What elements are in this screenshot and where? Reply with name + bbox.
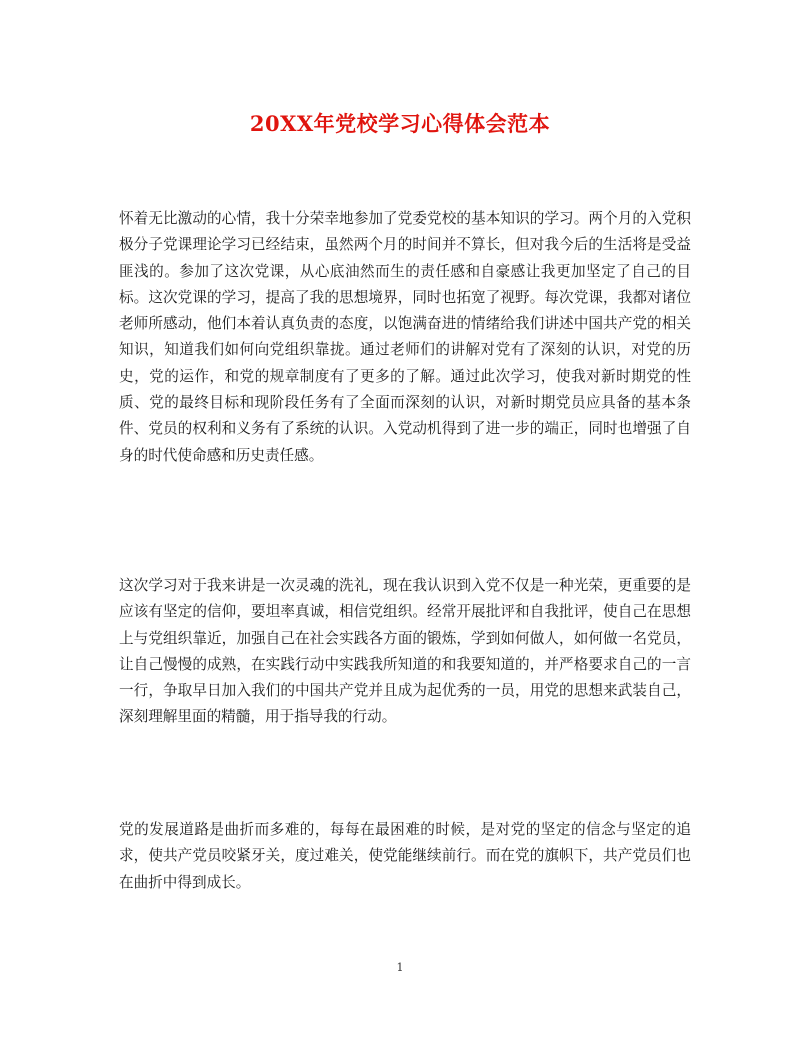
document-title: 20XX年党校学习心得体会范本: [249, 111, 551, 136]
page-number: 1: [396, 961, 404, 974]
paragraph-3: 党的发展道路是曲折而多难的，每每在最困难的时候，是对党的坚定的信念与坚定的追求，使共产党员咬紧牙关，度过难关，使党能继续前行。而在党的旗帜下，共产党员们也在曲折中得到成长。: [119, 821, 691, 891]
paragraph-1: 怀着无比激动的心情，我十分荣幸地参加了党委党校的基本知识的学习。两个月的入党积极分子党课理论学习已经结束，虽然两个月的时间并不算长，但对我今后的生活将是受益匪浅的。参加了这次党课，从心底油然而生的责任感和自豪感让我更加坚定了自己的目标。这次党课的学习，提高了我的思想境界，同时也拓宽了视野。每次党课，我都对诸位老师所感动，他们本着认真负责的态度，以饱满奋进的情绪给我们讲述中国共产党的相关知识，知道我们如何向党组织靠拢。通过老师们的讲解对党有了深刻的认识，对党的历史，党的运作，和党的规章制度有了更多的了解。通过此次学习，使我对新时期党的性质、党的最终目标和现阶段任务有了全面而深刻的认识，对新时期党员应具备的基本条件、党员的权利和义务有了系统的认识。入党动机得到了进一步的端正，同时也增强了自身的时代使命感和历史责任感。: [119, 210, 691, 464]
paragraph-2: 这次学习对于我来讲是一次灵魂的洗礼，现在我认识到入党不仅是一种光荣，更重要的是应该有坚定的信仰，要坦率真诚，相信党组织。经常开展批评和自我批评，使自己在思想上与党组织靠近，加强自己在社会实践各方面的锻炼，学到如何做人，如何做一名党员，让自己慢慢的成熟，在实践行动中实践我所知道的和我要知道的，并严格要求自己的一言一行，争取早日加入我们的中国共产党并且成为起优秀的一员，用党的思想来武装自己，深刻理解里面的精髓，用于指导我的行动。: [119, 577, 691, 726]
